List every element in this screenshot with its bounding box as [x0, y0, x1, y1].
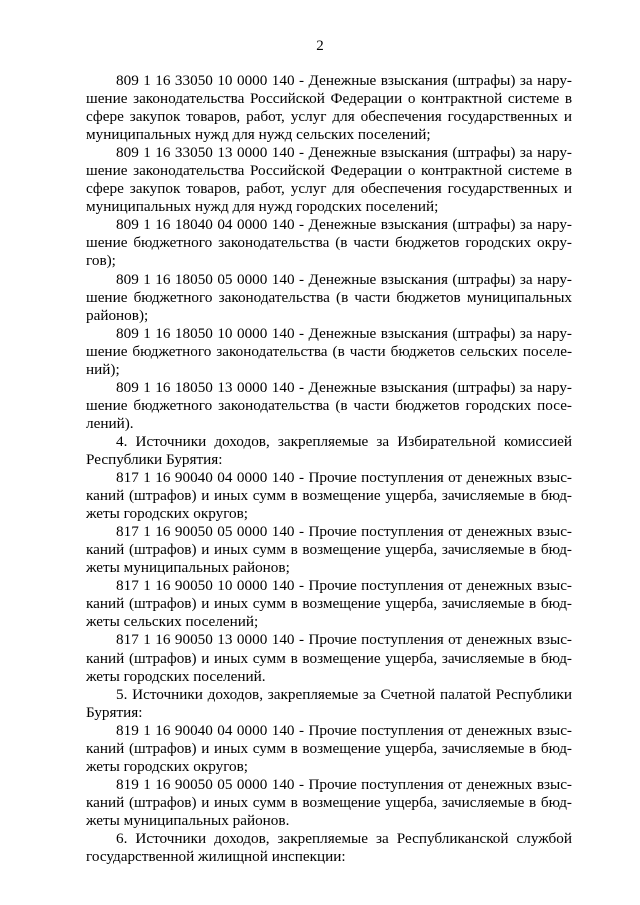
- paragraph: [86, 523, 572, 577]
- text-line: каний (штрафов) и иных сумм в возмещение ущерба, зачисляемые в бюд-: [86, 739, 572, 757]
- paragraph: [86, 271, 572, 325]
- paragraph: [86, 379, 572, 433]
- text-line: 817 1 16 90040 04 0000 140 - Прочие поступления от денежных взыс-: [116, 469, 572, 487]
- text-line: Бурятия:: [86, 703, 143, 721]
- text-line: 6. Источники доходов, закрепляемые за Республиканской службой: [116, 829, 572, 847]
- text-line: 817 1 16 90050 05 0000 140 - Прочие поступления от денежных взыс-: [116, 523, 572, 541]
- text-line: Республики Бурятия:: [86, 450, 223, 468]
- text-line: муниципальных нужд для нужд городских поселений;: [86, 198, 439, 216]
- text-line: 809 1 16 33050 10 0000 140 - Денежные взыскания (штрафы) за нару-: [116, 72, 572, 89]
- document-body: [86, 72, 572, 866]
- text-line: 4. Источники доходов, закрепляемые за Избирательной комиссией: [116, 432, 572, 450]
- paragraph: [86, 686, 572, 722]
- text-line: 5. Источники доходов, закрепляемые за Счетной палатой Республики: [116, 685, 572, 703]
- text-line: каний (штрафов) и иных сумм в возмещение ущерба, зачисляемые в бюд-: [86, 541, 572, 559]
- text-line: 817 1 16 90050 13 0000 140 - Прочие поступления от денежных взыс-: [116, 631, 572, 649]
- text-line: 819 1 16 90050 05 0000 140 - Прочие поступления от денежных взыс-: [116, 775, 572, 793]
- text-line: шение бюджетного законодательства (в части бюджетов городских посе-: [86, 396, 572, 414]
- text-line: государственной жилищной инспекции:: [86, 848, 346, 866]
- text-line: 809 1 16 18040 04 0000 140 - Денежные взыскания (штрафы) за нару-: [116, 216, 572, 234]
- text-line: жеты городских округов;: [86, 505, 249, 523]
- text-line: шение бюджетного законодательства (в части бюджетов городских окру-: [86, 234, 572, 252]
- text-line: жеты муниципальных районов;: [86, 559, 290, 577]
- text-line: каний (штрафов) и иных сумм в возмещение ущерба, зачисляемые в бюд-: [86, 793, 572, 811]
- text-line: шение законодательства Российской Федерации о контрактной системе в: [86, 162, 572, 180]
- text-line: 809 1 16 33050 13 0000 140 - Денежные взыскания (штрафы) за нару-: [116, 144, 572, 162]
- text-line: 817 1 16 90050 10 0000 140 - Прочие поступления от денежных взыс-: [116, 577, 572, 595]
- text-line: жеты муниципальных районов.: [86, 811, 290, 829]
- text-line: шение законодательства Российской Федерации о контрактной системе в: [86, 90, 572, 108]
- paragraph: [86, 144, 572, 216]
- paragraph: [86, 216, 572, 270]
- text-line: лений).: [86, 414, 134, 432]
- text-line: муниципальных нужд для нужд сельских поселений;: [86, 126, 431, 144]
- paragraph: [86, 830, 572, 866]
- text-line: каний (штрафов) и иных сумм в возмещение ущерба, зачисляемые в бюд-: [86, 649, 572, 667]
- text-line: каний (штрафов) и иных сумм в возмещение ущерба, зачисляемые в бюд-: [86, 487, 572, 505]
- text-line: ний);: [86, 360, 120, 378]
- text-line: шение бюджетного законодательства (в части бюджетов муниципальных: [86, 288, 572, 306]
- paragraph: [86, 776, 572, 830]
- paragraph: [86, 72, 572, 144]
- paragraph: [86, 631, 572, 685]
- text-line: шение бюджетного законодательства (в части бюджетов сельских поселе-: [86, 342, 572, 360]
- paragraph: [86, 577, 572, 631]
- text-line: 809 1 16 18050 13 0000 140 - Денежные взыскания (штрафы) за нару-: [116, 378, 572, 396]
- text-line: районов);: [86, 306, 149, 324]
- text-line: 819 1 16 90040 04 0000 140 - Прочие поступления от денежных взыс-: [116, 721, 572, 739]
- paragraph: [86, 722, 572, 776]
- paragraph: [86, 469, 572, 523]
- text-line: сфере закупок товаров, работ, услуг для обеспечения государственных и: [86, 180, 572, 198]
- text-line: 809 1 16 18050 10 0000 140 - Денежные взыскания (штрафы) за нару-: [116, 324, 572, 342]
- text-line: гов);: [86, 252, 116, 270]
- text-line: сфере закупок товаров, работ, услуг для обеспечения государственных и: [86, 108, 572, 126]
- paragraph: [86, 433, 572, 469]
- text-line: жеты городских округов;: [86, 757, 249, 775]
- text-line: каний (штрафов) и иных сумм в возмещение ущерба, зачисляемые в бюд-: [86, 595, 572, 613]
- text-line: жеты городских поселений.: [86, 667, 266, 685]
- text-line: 809 1 16 18050 05 0000 140 - Денежные взыскания (штрафы) за нару-: [116, 270, 572, 288]
- text-line: жеты сельских поселений;: [86, 613, 259, 631]
- page-number: 2: [316, 38, 324, 54]
- paragraph: [86, 325, 572, 379]
